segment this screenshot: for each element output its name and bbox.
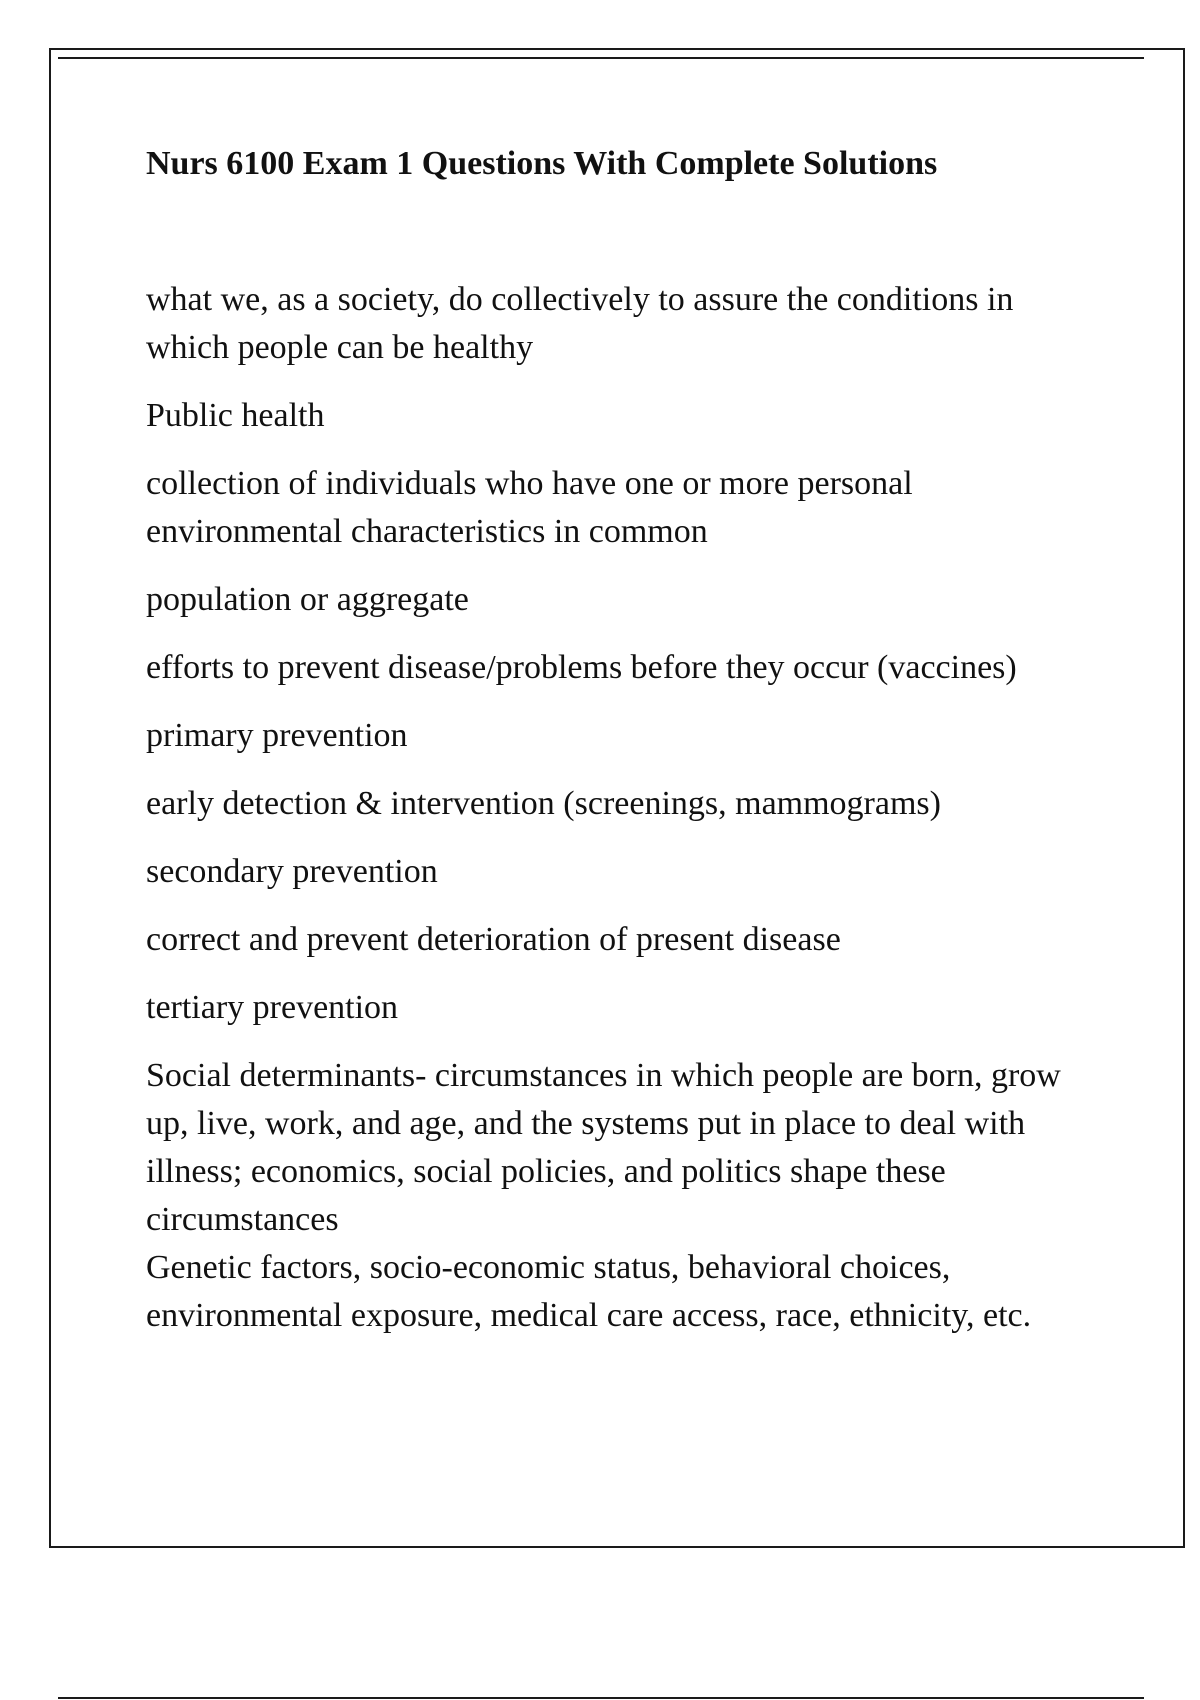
question-6: Social determinants- circumstances in which people are born, grow up, live, work, and age, and the systems put in place to deal with illness; economics, social policies, and politics shape these circumstances	[146, 1057, 1061, 1238]
answer-4: secondary prevention	[146, 853, 438, 890]
document-title: Nurs 6100 Exam 1 Questions With Complete Solutions	[146, 145, 938, 182]
answer-2: population or aggregate	[146, 581, 469, 618]
question-4: early detection & intervention (screenings, mammograms)	[146, 785, 941, 822]
answer-1: Public health	[146, 397, 325, 434]
answer-5: tertiary prevention	[146, 989, 399, 1026]
question-5: correct and prevent deterioration of present disease	[146, 921, 841, 958]
top-rule	[58, 57, 1144, 59]
question-3: efforts to prevent disease/problems before they occur (vaccines)	[146, 649, 1017, 686]
bottom-rule	[58, 1697, 1144, 1699]
answer-3: primary prevention	[146, 717, 408, 754]
question-1: what we, as a society, do collectively to assure the conditions in which people can be healthy	[146, 281, 1014, 366]
question-2: collection of individuals who have one or more personal environmental characteristics in common	[146, 465, 913, 550]
document-body	[146, 140, 1086, 1360]
answer-6: Genetic factors, socio-economic status, behavioral choices, environmental exposure, medical care access, race, ethnicity, etc.	[146, 1249, 1032, 1334]
